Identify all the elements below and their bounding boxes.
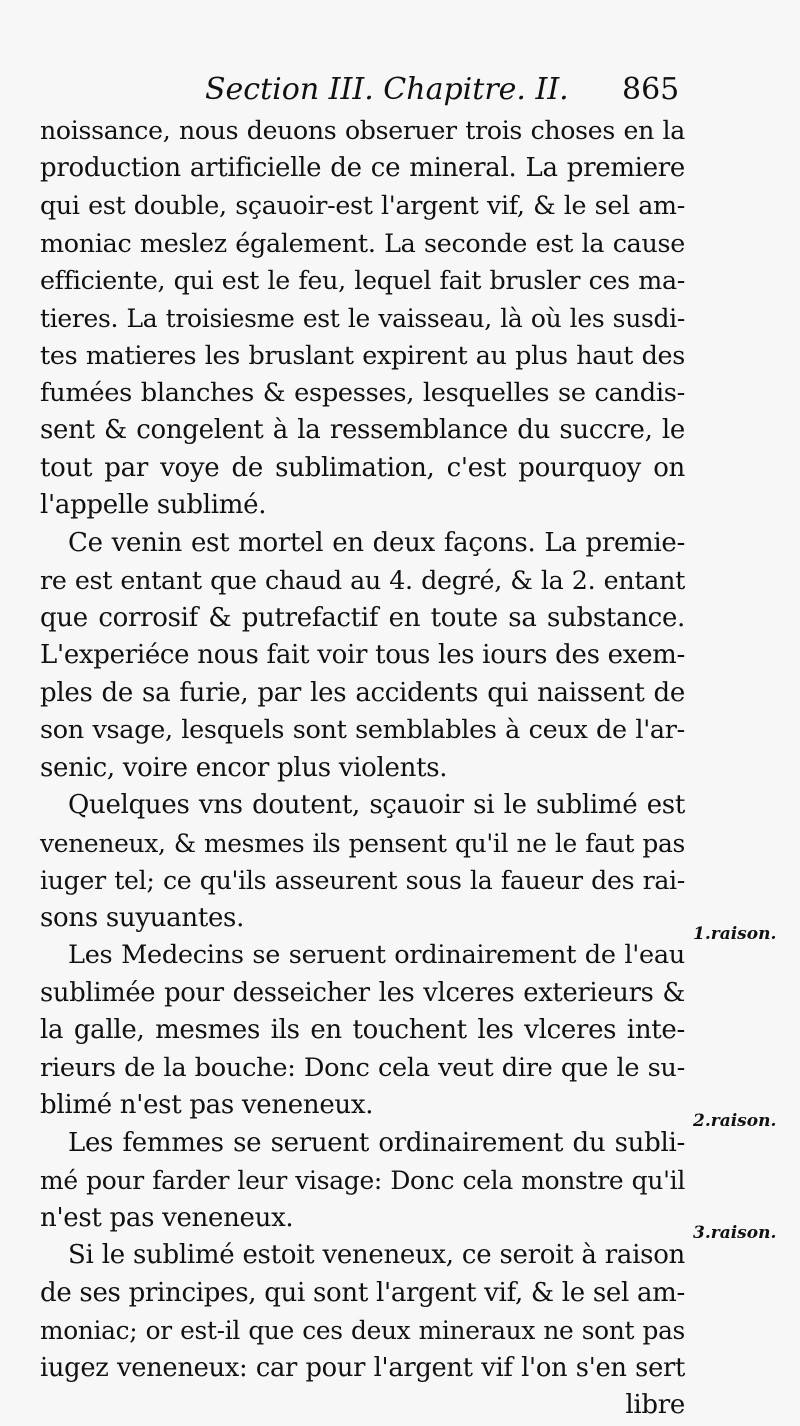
text-line: efficiente, qui est le feu, lequel fait brusler ces ma- bbox=[40, 265, 685, 295]
text-line: fumées blanches & espesses, lesquelles se candis- bbox=[40, 377, 685, 408]
text-line: tes matieres les bruslant expirent au plus haut des bbox=[40, 340, 685, 370]
text-line: n'est pas veneneux. bbox=[40, 1202, 294, 1233]
paragraph-start: Les Medecins se seruent ordinairement de l'eau bbox=[68, 940, 685, 970]
paragraph-start: Ce venin est mortel en deux façons. La premie- bbox=[68, 527, 685, 558]
text-line: blimé n'est pas veneneux. bbox=[40, 1090, 374, 1120]
text-line: l'appelle sublimé. bbox=[40, 490, 267, 520]
text-line: rieurs de la bouche: Donc cela veut dire que le su- bbox=[40, 1052, 685, 1083]
page-number: 865 bbox=[622, 72, 680, 107]
text-line: iuger tel; ce qu'ils asseurent sous la faueur des rai- bbox=[40, 866, 685, 895]
margin-note-second-reason: 2.raison. bbox=[693, 1111, 777, 1131]
text-line: qui est double, sçauoir-est l'argent vif, & le sel am- bbox=[40, 190, 685, 220]
margin-note-third-reason: 3.raison. bbox=[693, 1223, 777, 1243]
text-line: ples de sa furie, par les accidents qui naissent de bbox=[40, 677, 685, 708]
catchword: libre bbox=[625, 1390, 685, 1420]
text-line: tout par voye de sublimation, c'est pourquoy on bbox=[40, 452, 685, 483]
body-text bbox=[40, 112, 685, 1425]
paragraph-start: Quelques vns doutent, sçauoir si le sublimé est bbox=[68, 790, 685, 820]
text-line: noissance, nous deuons obseruer trois choses en la bbox=[40, 116, 685, 145]
text-line: sublimée pour desseicher les vlceres exterieurs & bbox=[40, 977, 685, 1008]
text-line: de ses principes, qui sont l'argent vif, & le sel am- bbox=[40, 1277, 685, 1308]
text-line: tieres. La troisiesme est le vaisseau, là où les susdi- bbox=[40, 303, 685, 333]
text-line: sent & congelent à la ressemblance du succre, le bbox=[40, 415, 685, 445]
text-line: moniac meslez également. La seconde est la cause bbox=[40, 227, 685, 258]
text-line: moniac; or est-il que ces deux mineraux ne sont pas bbox=[40, 1316, 685, 1345]
text-line: iugez veneneux: car pour l'argent vif l'on s'en sert bbox=[40, 1352, 685, 1383]
text-line: son vsage, lesquels sont semblables à ceux de l'ar- bbox=[40, 715, 685, 745]
text-line: sons suyuantes. bbox=[40, 902, 245, 933]
text-line: re est entant que chaud au 4. degré, & la 2. entant bbox=[40, 565, 685, 595]
paragraph-start: Les femmes se seruent ordinairement du subli- bbox=[68, 1127, 685, 1158]
text-line: L'experiéce nous fait voir tous les iours des exem- bbox=[40, 640, 685, 670]
paragraph-start: Si le sublimé estoit veneneux, ce seroit à raison bbox=[68, 1240, 685, 1270]
text-line: production artificielle de ce mineral. La premiere bbox=[40, 152, 685, 183]
text-line: que corrosif & putrefactif en toute sa substance. bbox=[40, 602, 685, 633]
text-line: mé pour farder leur visage: Donc cela monstre qu'il bbox=[40, 1166, 685, 1195]
text-line: senic, voire encor plus violents. bbox=[40, 752, 448, 783]
text-line: veneneux, & mesmes ils pensent qu'il ne le faut pas bbox=[40, 828, 685, 858]
text-line: la galle, mesmes ils en touchent les vlceres inte- bbox=[40, 1015, 685, 1045]
running-head: Section III. Chapitre. II. bbox=[205, 72, 569, 107]
margin-note-first-reason: 1.raison. bbox=[693, 924, 777, 944]
page-header bbox=[0, 72, 800, 112]
